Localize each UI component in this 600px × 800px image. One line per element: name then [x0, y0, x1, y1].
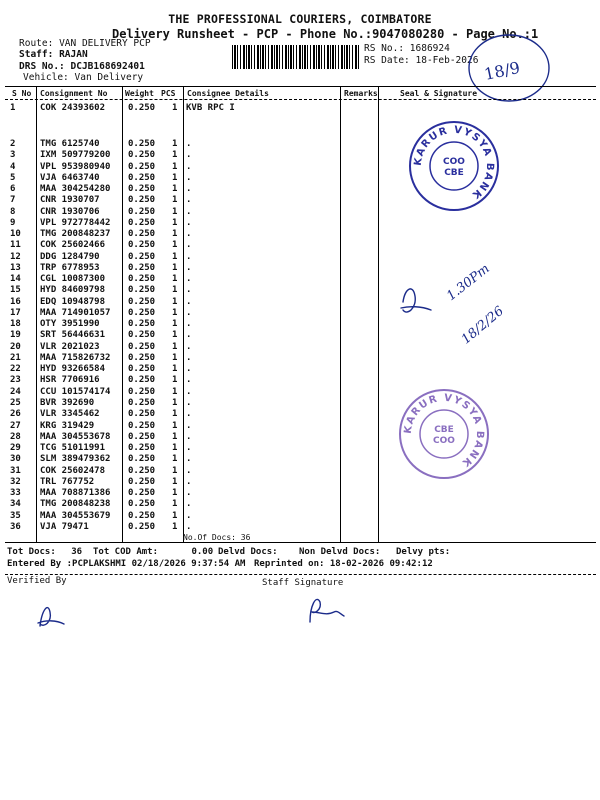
handwritten-top-text: 18/9 — [482, 57, 522, 84]
tot-cod — [93, 547, 213, 557]
row-consignment-no: VJA 6463740 — [40, 172, 100, 183]
row-consignment-no: VJA 79471 — [40, 521, 89, 532]
row-sno: 11 — [10, 240, 21, 251]
row-weight: 0.250 — [128, 510, 156, 521]
row-weight: 0.250 — [128, 341, 156, 352]
row-sno: 2 — [10, 139, 16, 149]
table-row — [0, 218, 600, 229]
row-consignee: . — [186, 262, 192, 273]
row-consignment-no: CNR 1930706 — [40, 206, 100, 217]
row-consignment-no: SRT 56446631 — [40, 330, 106, 341]
row-pcs: 1 — [172, 240, 178, 251]
runsheet-title: Delivery Runsheet - PCP - Phone No.:9047080280 - Page No.:1 — [112, 27, 539, 41]
row-weight: 0.250 — [128, 184, 156, 195]
table-row — [0, 522, 600, 533]
table-row — [0, 150, 600, 161]
row-sno: 21 — [10, 352, 21, 363]
row-sno: 20 — [10, 341, 21, 352]
row-consignment-no: MAA 304553678 — [40, 431, 111, 442]
row-pcs: 1 — [172, 521, 178, 532]
row-pcs: 1 — [172, 375, 178, 386]
table-row — [0, 443, 600, 454]
row-sno: 9 — [10, 217, 16, 228]
staff-signature-label: Staff Signature — [262, 578, 344, 588]
row-weight: 0.250 — [128, 274, 156, 285]
row-pcs: 1 — [172, 172, 178, 183]
row-weight: 0.250 — [128, 499, 156, 510]
row-pcs: 1 — [172, 251, 178, 262]
row-consignee: . — [186, 296, 192, 307]
delvd-docs: Delvd Docs: — [218, 547, 278, 557]
reprinted-on: Reprinted on: 18-02-2026 09:42:12 — [254, 559, 433, 569]
rs-date-label: RS Date: — [364, 55, 410, 66]
row-pcs: 1 — [172, 397, 178, 408]
row-consignment-no: MAA 304254280 — [40, 184, 111, 195]
row-sno: 26 — [10, 409, 21, 420]
row-consignee: . — [186, 274, 192, 285]
row-weight: 0.250 — [128, 454, 156, 465]
row-sno: 19 — [10, 330, 21, 341]
table-row — [0, 195, 600, 206]
table-row — [0, 466, 600, 477]
table-row — [0, 499, 600, 510]
row-consignee: . — [186, 409, 192, 420]
row-consignment-no: COK 25602466 — [40, 240, 106, 251]
rs-no-label: RS No.: — [364, 43, 405, 54]
row-consignment-no: IXM 509779200 — [40, 150, 111, 161]
col-header-sno: S No — [12, 89, 32, 98]
row-pcs: 1 — [172, 420, 178, 431]
row-consignee: . — [186, 240, 192, 251]
row-weight: 0.250 — [128, 521, 156, 532]
row-weight: 0.250 — [128, 103, 156, 113]
row-consignee: . — [186, 521, 192, 532]
row-consignment-no: TCG 51011991 — [40, 443, 106, 454]
row-weight: 0.250 — [128, 150, 156, 161]
col-header-consignment: Consignment No — [40, 89, 108, 98]
col-header-pcs: PCS — [161, 89, 176, 98]
row-weight: 0.250 — [128, 172, 156, 183]
row-weight: 0.250 — [128, 195, 156, 206]
row-pcs: 1 — [172, 454, 178, 465]
tot-cod-label: Tot COD Amt: — [93, 547, 159, 557]
table-row — [0, 207, 600, 218]
staff-label: Staff: — [19, 49, 54, 60]
row-weight: 0.250 — [128, 285, 156, 296]
row-pcs: 1 — [172, 443, 178, 454]
verified-by-label: Verified By — [7, 576, 67, 586]
vehicle-line — [23, 72, 143, 83]
row-pcs: 1 — [172, 341, 178, 352]
row-sno: 15 — [10, 285, 21, 296]
drs-label: DRS No.: — [19, 61, 65, 72]
bank-seal-stamp — [408, 120, 500, 212]
route-line — [19, 38, 151, 49]
drs-line — [19, 61, 145, 72]
row-pcs: 1 — [172, 217, 178, 228]
row-weight: 0.250 — [128, 296, 156, 307]
col-header-remarks: Remarks — [344, 89, 378, 98]
table-row — [0, 398, 600, 409]
staff-signature — [300, 590, 350, 626]
row-consignee: . — [186, 195, 192, 206]
row-sno: 22 — [10, 364, 21, 375]
row-pcs: 1 — [172, 161, 178, 172]
company-title: THE PROFESSIONAL COURIERS, COIMBATORE — [168, 12, 432, 26]
table-row — [0, 139, 600, 150]
row-consignment-no: HYD 84609798 — [40, 285, 106, 296]
tot-docs-value: 36 — [71, 547, 83, 557]
row-consignment-no: MAA 714901057 — [40, 307, 111, 318]
row-consignment-no: MAA 304553679 — [40, 510, 111, 521]
row-weight: 0.250 — [128, 229, 156, 240]
row-consignment-no: TMG 6125740 — [40, 139, 100, 149]
stamp-code: COO — [433, 436, 455, 446]
row-consignment-no: CGL 10087300 — [40, 274, 106, 285]
row-pcs: 1 — [172, 150, 178, 161]
handwritten-date: 18/2/26 — [458, 303, 507, 348]
rs-date-value: 18-Feb-2026 — [415, 55, 479, 66]
row-consignment-no: HYD 93266584 — [40, 364, 106, 375]
row-consignee: . — [186, 139, 192, 149]
bank-seal-stamp-faded — [398, 388, 490, 480]
row-consignment-no: CCU 101574174 — [40, 386, 111, 397]
route-value: VAN DELIVERY PCP — [59, 38, 151, 49]
row-pcs: 1 — [172, 184, 178, 195]
vehicle-value: Van Delivery — [74, 72, 144, 83]
row-consignee: . — [186, 476, 192, 487]
barcode — [232, 45, 360, 69]
row-consignment-no: OTY 3951990 — [40, 319, 100, 330]
row-sno: 27 — [10, 420, 21, 431]
row-weight: 0.250 — [128, 352, 156, 363]
row-weight: 0.250 — [128, 465, 156, 476]
rs-no-value: 1686924 — [409, 43, 450, 54]
tot-cod-value: 0.00 — [191, 547, 214, 557]
row-consignee: . — [186, 431, 192, 442]
row-consignee: . — [186, 510, 192, 521]
tot-docs — [7, 547, 82, 557]
row-sno: 23 — [10, 375, 21, 386]
row-sno: 12 — [10, 251, 21, 262]
row-weight: 0.250 — [128, 443, 156, 454]
row-weight: 0.250 — [128, 206, 156, 217]
row-consignee: . — [186, 285, 192, 296]
stamp-bank-name: KARUR VYSYA BANK — [412, 124, 496, 201]
rs-date-line — [364, 55, 478, 66]
route-label: Route: — [19, 38, 54, 49]
table-bottom-rule — [5, 542, 596, 543]
row-weight: 0.250 — [128, 319, 156, 330]
row-sno: 31 — [10, 465, 21, 476]
table-row — [0, 409, 600, 420]
row-consignment-no: TRL 767752 — [40, 476, 95, 487]
row-consignee: . — [186, 172, 192, 183]
table-row — [0, 454, 600, 465]
col-header-consignee: Consignee Details — [187, 89, 269, 98]
table-row — [0, 229, 600, 240]
row-consignment-no: EDQ 10948798 — [40, 296, 106, 307]
row-consignment-no: COK 24393602 — [40, 103, 106, 113]
stamp-bank-name: KARUR VYSYA BANK — [402, 392, 486, 469]
row-consignee: . — [186, 397, 192, 408]
table-row — [0, 353, 600, 364]
table-row — [0, 375, 600, 386]
row-consignee: . — [186, 319, 192, 330]
row-consignee: . — [186, 330, 192, 341]
table-row — [0, 477, 600, 488]
row-weight: 0.250 — [128, 240, 156, 251]
row-sno: 7 — [10, 195, 16, 206]
row-consignment-no: VLR 3345462 — [40, 409, 100, 420]
row-consignee: . — [186, 307, 192, 318]
entered-by: Entered By :PCPLAKSHMI 02/18/2026 9:37:54 AM — [7, 559, 246, 569]
table-row — [0, 364, 600, 375]
footer-rule — [5, 574, 596, 575]
row-consignee: . — [186, 184, 192, 195]
row-consignee: . — [186, 465, 192, 476]
col-header-seal: Seal & Signature — [400, 89, 478, 98]
row-pcs: 1 — [172, 465, 178, 476]
row-consignment-no: BVR 392690 — [40, 397, 95, 408]
row-sno: 16 — [10, 296, 21, 307]
row-sno: 32 — [10, 476, 21, 487]
row-pcs: 1 — [172, 431, 178, 442]
row-weight: 0.250 — [128, 386, 156, 397]
row-consignee: . — [186, 341, 192, 352]
stamp-branch: CBE — [444, 168, 464, 178]
row-consignment-no: DDG 1284790 — [40, 251, 100, 262]
row-consignee: . — [186, 443, 192, 454]
row-pcs: 1 — [172, 229, 178, 240]
row-sno: 35 — [10, 510, 21, 521]
table-top-rule — [5, 86, 596, 87]
rs-no-line — [364, 43, 450, 54]
row-consignment-no: HSR 7706916 — [40, 375, 100, 386]
row-pcs: 1 — [172, 386, 178, 397]
row-sno: 13 — [10, 262, 21, 273]
row-pcs: 1 — [172, 139, 178, 149]
no-of-docs: No.Of Docs: 36 — [183, 533, 251, 542]
row-sno: 34 — [10, 499, 21, 510]
row-pcs: 1 — [172, 307, 178, 318]
table-row — [0, 103, 600, 114]
handwritten-time: 1.30Pm — [444, 261, 493, 305]
row-consignment-no: CNR 1930707 — [40, 195, 100, 206]
row-consignee: . — [186, 150, 192, 161]
row-pcs: 1 — [172, 488, 178, 499]
row-sno: 28 — [10, 431, 21, 442]
table-row — [0, 387, 600, 398]
row-sno: 6 — [10, 184, 16, 195]
row-consignee: . — [186, 375, 192, 386]
staff-line — [19, 49, 88, 60]
row-sno: 24 — [10, 386, 21, 397]
non-delvd-docs: Non Delvd Docs: — [299, 547, 381, 557]
row-consignment-no: VPL 953980940 — [40, 161, 111, 172]
row-consignee: . — [186, 352, 192, 363]
handwritten-circle-note — [464, 30, 554, 104]
staff-value: RAJAN — [59, 49, 88, 60]
row-pcs: 1 — [172, 274, 178, 285]
row-pcs: 1 — [172, 285, 178, 296]
row-consignment-no: COK 25602478 — [40, 465, 106, 476]
row-consignment-no: SLM 389479362 — [40, 454, 111, 465]
row-sno: 5 — [10, 172, 16, 183]
tot-docs-label: Tot Docs: — [7, 547, 56, 557]
row-consignee: . — [186, 488, 192, 499]
table-row — [0, 488, 600, 499]
row-sno: 17 — [10, 307, 21, 318]
row-weight: 0.250 — [128, 217, 156, 228]
row-consignment-no: TRP 6778953 — [40, 262, 100, 273]
row-pcs: 1 — [172, 296, 178, 307]
row-consignment-no: MAA 715826732 — [40, 352, 111, 363]
row-weight: 0.250 — [128, 431, 156, 442]
row-consignment-no: KRG 319429 — [40, 420, 95, 431]
row-consignee: KVB RPC I — [186, 103, 235, 113]
row-pcs: 1 — [172, 364, 178, 375]
row-pcs: 1 — [172, 499, 178, 510]
row-weight: 0.250 — [128, 161, 156, 172]
table-row — [0, 421, 600, 432]
row-weight: 0.250 — [128, 307, 156, 318]
row-pcs: 1 — [172, 195, 178, 206]
table-row — [0, 173, 600, 184]
row-sno: 3 — [10, 150, 16, 161]
row-sno: 8 — [10, 206, 16, 217]
col-header-weight: Weight — [125, 89, 154, 98]
row-consignee: . — [186, 420, 192, 431]
row-consignee: . — [186, 251, 192, 262]
row-consignee: . — [186, 206, 192, 217]
row-consignment-no: TMG 200848237 — [40, 229, 111, 240]
row-pcs: 1 — [172, 476, 178, 487]
row-sno: 36 — [10, 521, 21, 532]
row-pcs: 1 — [172, 262, 178, 273]
row-weight: 0.250 — [128, 397, 156, 408]
row-consignee: . — [186, 454, 192, 465]
handwritten-delivery-signature — [395, 250, 525, 350]
row-pcs: 1 — [172, 510, 178, 521]
row-pcs: 1 — [172, 206, 178, 217]
row-sno: 4 — [10, 161, 16, 172]
table-row — [0, 162, 600, 173]
row-sno: 18 — [10, 319, 21, 330]
row-consignee: . — [186, 229, 192, 240]
table-row — [0, 184, 600, 195]
row-sno: 25 — [10, 397, 21, 408]
row-consignment-no: MAA 708871386 — [40, 488, 111, 499]
row-pcs: 1 — [172, 330, 178, 341]
stamp-code: COO — [443, 157, 465, 167]
stamp-branch: CBE — [434, 425, 454, 435]
row-sno: 33 — [10, 488, 21, 499]
row-weight: 0.250 — [128, 409, 156, 420]
row-weight: 0.250 — [128, 262, 156, 273]
row-consignment-no: VPL 972778442 — [40, 217, 111, 228]
row-weight: 0.250 — [128, 251, 156, 262]
delvy-pts: Delvy pts: — [396, 547, 451, 557]
row-weight: 0.250 — [128, 330, 156, 341]
verifier-signature — [30, 596, 70, 632]
drs-value: DCJB168692401 — [70, 61, 145, 72]
table-row — [0, 432, 600, 443]
row-consignee: . — [186, 217, 192, 228]
vehicle-label: Vehicle: — [23, 72, 69, 83]
row-sno: 29 — [10, 443, 21, 454]
row-consignee: . — [186, 161, 192, 172]
row-weight: 0.250 — [128, 488, 156, 499]
row-weight: 0.250 — [128, 420, 156, 431]
row-weight: 0.250 — [128, 476, 156, 487]
row-weight: 0.250 — [128, 139, 156, 149]
row-sno: 30 — [10, 454, 21, 465]
row-consignment-no: VLR 2021023 — [40, 341, 100, 352]
row-sno: 10 — [10, 229, 21, 240]
row-consignee: . — [186, 499, 192, 510]
row-pcs: 1 — [172, 319, 178, 330]
table-header-rule — [5, 99, 596, 100]
table-row — [0, 511, 600, 522]
row-consignee: . — [186, 364, 192, 375]
row-pcs: 1 — [172, 352, 178, 363]
row-weight: 0.250 — [128, 364, 156, 375]
row-consignee: . — [186, 386, 192, 397]
row-weight: 0.250 — [128, 375, 156, 386]
row-consignment-no: TMG 200848238 — [40, 499, 111, 510]
row-pcs: 1 — [172, 103, 178, 113]
row-sno: 1 — [10, 103, 16, 113]
row-sno: 14 — [10, 274, 21, 285]
row-pcs: 1 — [172, 409, 178, 420]
